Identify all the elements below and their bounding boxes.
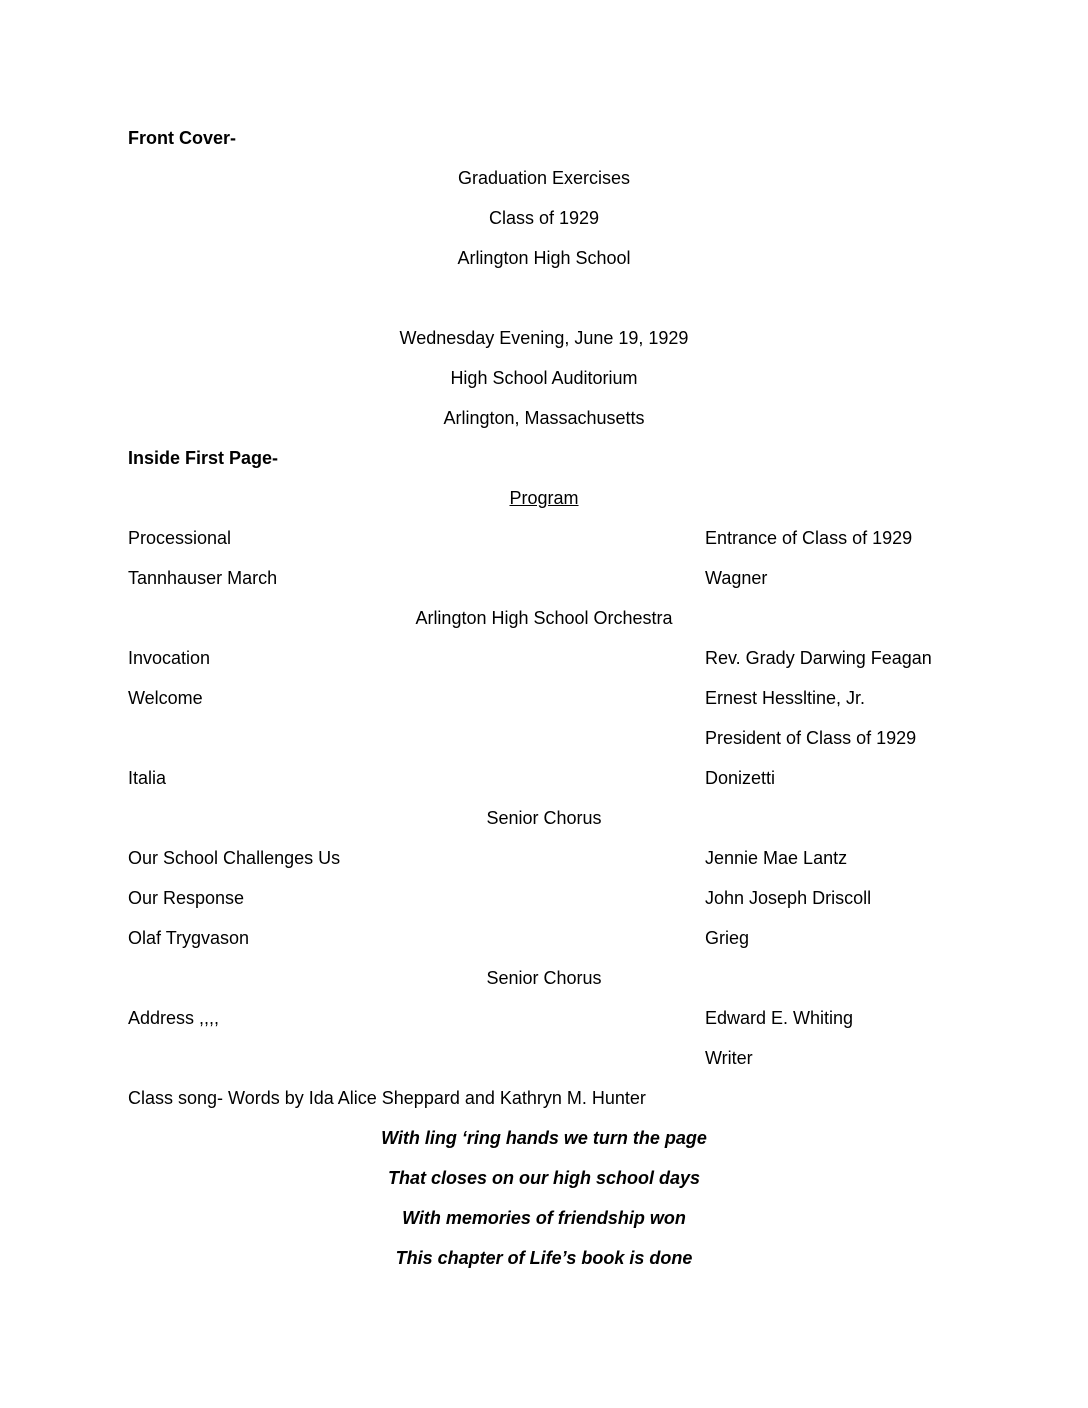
verse-row — [0, 1238, 1088, 1278]
cover-title-line: Graduation Exercises — [457, 168, 631, 188]
program-center-row — [0, 798, 1088, 838]
program-item-label: Invocation — [128, 648, 211, 668]
program-row — [0, 918, 1088, 958]
program-item-value: Wagner — [705, 568, 768, 588]
program-item-value: Rev. Grady Darwing Feagan — [705, 648, 932, 668]
verse-line: With memories of friendship won — [402, 1208, 686, 1228]
program-row — [0, 558, 1088, 598]
program-item-value: Ernest Hessltine, Jr. — [705, 688, 866, 708]
cover-event-row — [0, 358, 1088, 398]
program-item-label: Tannhauser March — [128, 568, 278, 588]
program-heading: Program — [509, 488, 579, 508]
class-song-row — [0, 1078, 1088, 1118]
cover-title-row — [0, 158, 1088, 198]
cover-event-row — [0, 318, 1088, 358]
program-item-label: Welcome — [128, 688, 203, 708]
program-row — [0, 678, 1088, 718]
verse-line: This chapter of Life’s book is done — [395, 1248, 693, 1268]
document-content — [0, 118, 1088, 1278]
verse-row — [0, 1118, 1088, 1158]
cover-title-row — [0, 238, 1088, 278]
cover-event-row — [0, 398, 1088, 438]
inside-first-page-section-row — [0, 438, 1088, 478]
front-cover-label: Front Cover- — [128, 128, 236, 148]
program-row — [0, 758, 1088, 798]
cover-event-line: High School Auditorium — [450, 368, 638, 388]
cover-event-line: Arlington, Massachusetts — [443, 408, 645, 428]
program-row — [0, 518, 1088, 558]
program-item-label: Olaf Trygvason — [128, 928, 250, 948]
program-item-value: Entrance of Class of 1929 — [705, 528, 913, 548]
program-row — [0, 998, 1088, 1038]
program-item-label: Processional — [128, 528, 232, 548]
program-item-value: Grieg — [705, 928, 750, 948]
cover-title-line: Class of 1929 — [488, 208, 600, 228]
program-item-label: Our School Challenges Us — [128, 848, 341, 868]
verse-row — [0, 1198, 1088, 1238]
program-row — [0, 878, 1088, 918]
program-heading-row — [0, 478, 1088, 518]
verse-line: That closes on our high school days — [387, 1168, 701, 1188]
program-item-value: Writer — [705, 1048, 753, 1068]
program-item-label: Our Response — [128, 888, 245, 908]
program-item-value: President of Class of 1929 — [705, 728, 917, 748]
program-center-note: Senior Chorus — [486, 808, 602, 828]
cover-event-line: Wednesday Evening, June 19, 1929 — [399, 328, 689, 348]
cover-title-line: Arlington High School — [457, 248, 631, 268]
program-center-row — [0, 598, 1088, 638]
program-center-note: Arlington High School Orchestra — [415, 608, 673, 628]
program-item-value: Jennie Mae Lantz — [705, 848, 848, 868]
program-item-value: John Joseph Driscoll — [705, 888, 872, 908]
verse-row — [0, 1158, 1088, 1198]
program-item-value: Edward E. Whiting — [705, 1008, 854, 1028]
program-row — [0, 838, 1088, 878]
blank-row — [0, 278, 1088, 318]
program-item-label: Italia — [128, 768, 167, 788]
program-center-note: Senior Chorus — [486, 968, 602, 988]
program-row — [0, 638, 1088, 678]
program-item-value: Donizetti — [705, 768, 776, 788]
class-song-label: Class song- Words by Ida Alice Sheppard and Kathryn M. Hunter — [128, 1088, 646, 1108]
program-row — [0, 718, 1088, 758]
front-cover-section-row — [0, 118, 1088, 158]
program-center-row — [0, 958, 1088, 998]
program-row — [0, 1038, 1088, 1078]
program-item-label: Address ,,,, — [128, 1008, 220, 1028]
cover-title-row — [0, 198, 1088, 238]
inside-first-page-label: Inside First Page- — [128, 448, 279, 468]
verse-line: With ling ‘ring hands we turn the page — [381, 1128, 707, 1148]
